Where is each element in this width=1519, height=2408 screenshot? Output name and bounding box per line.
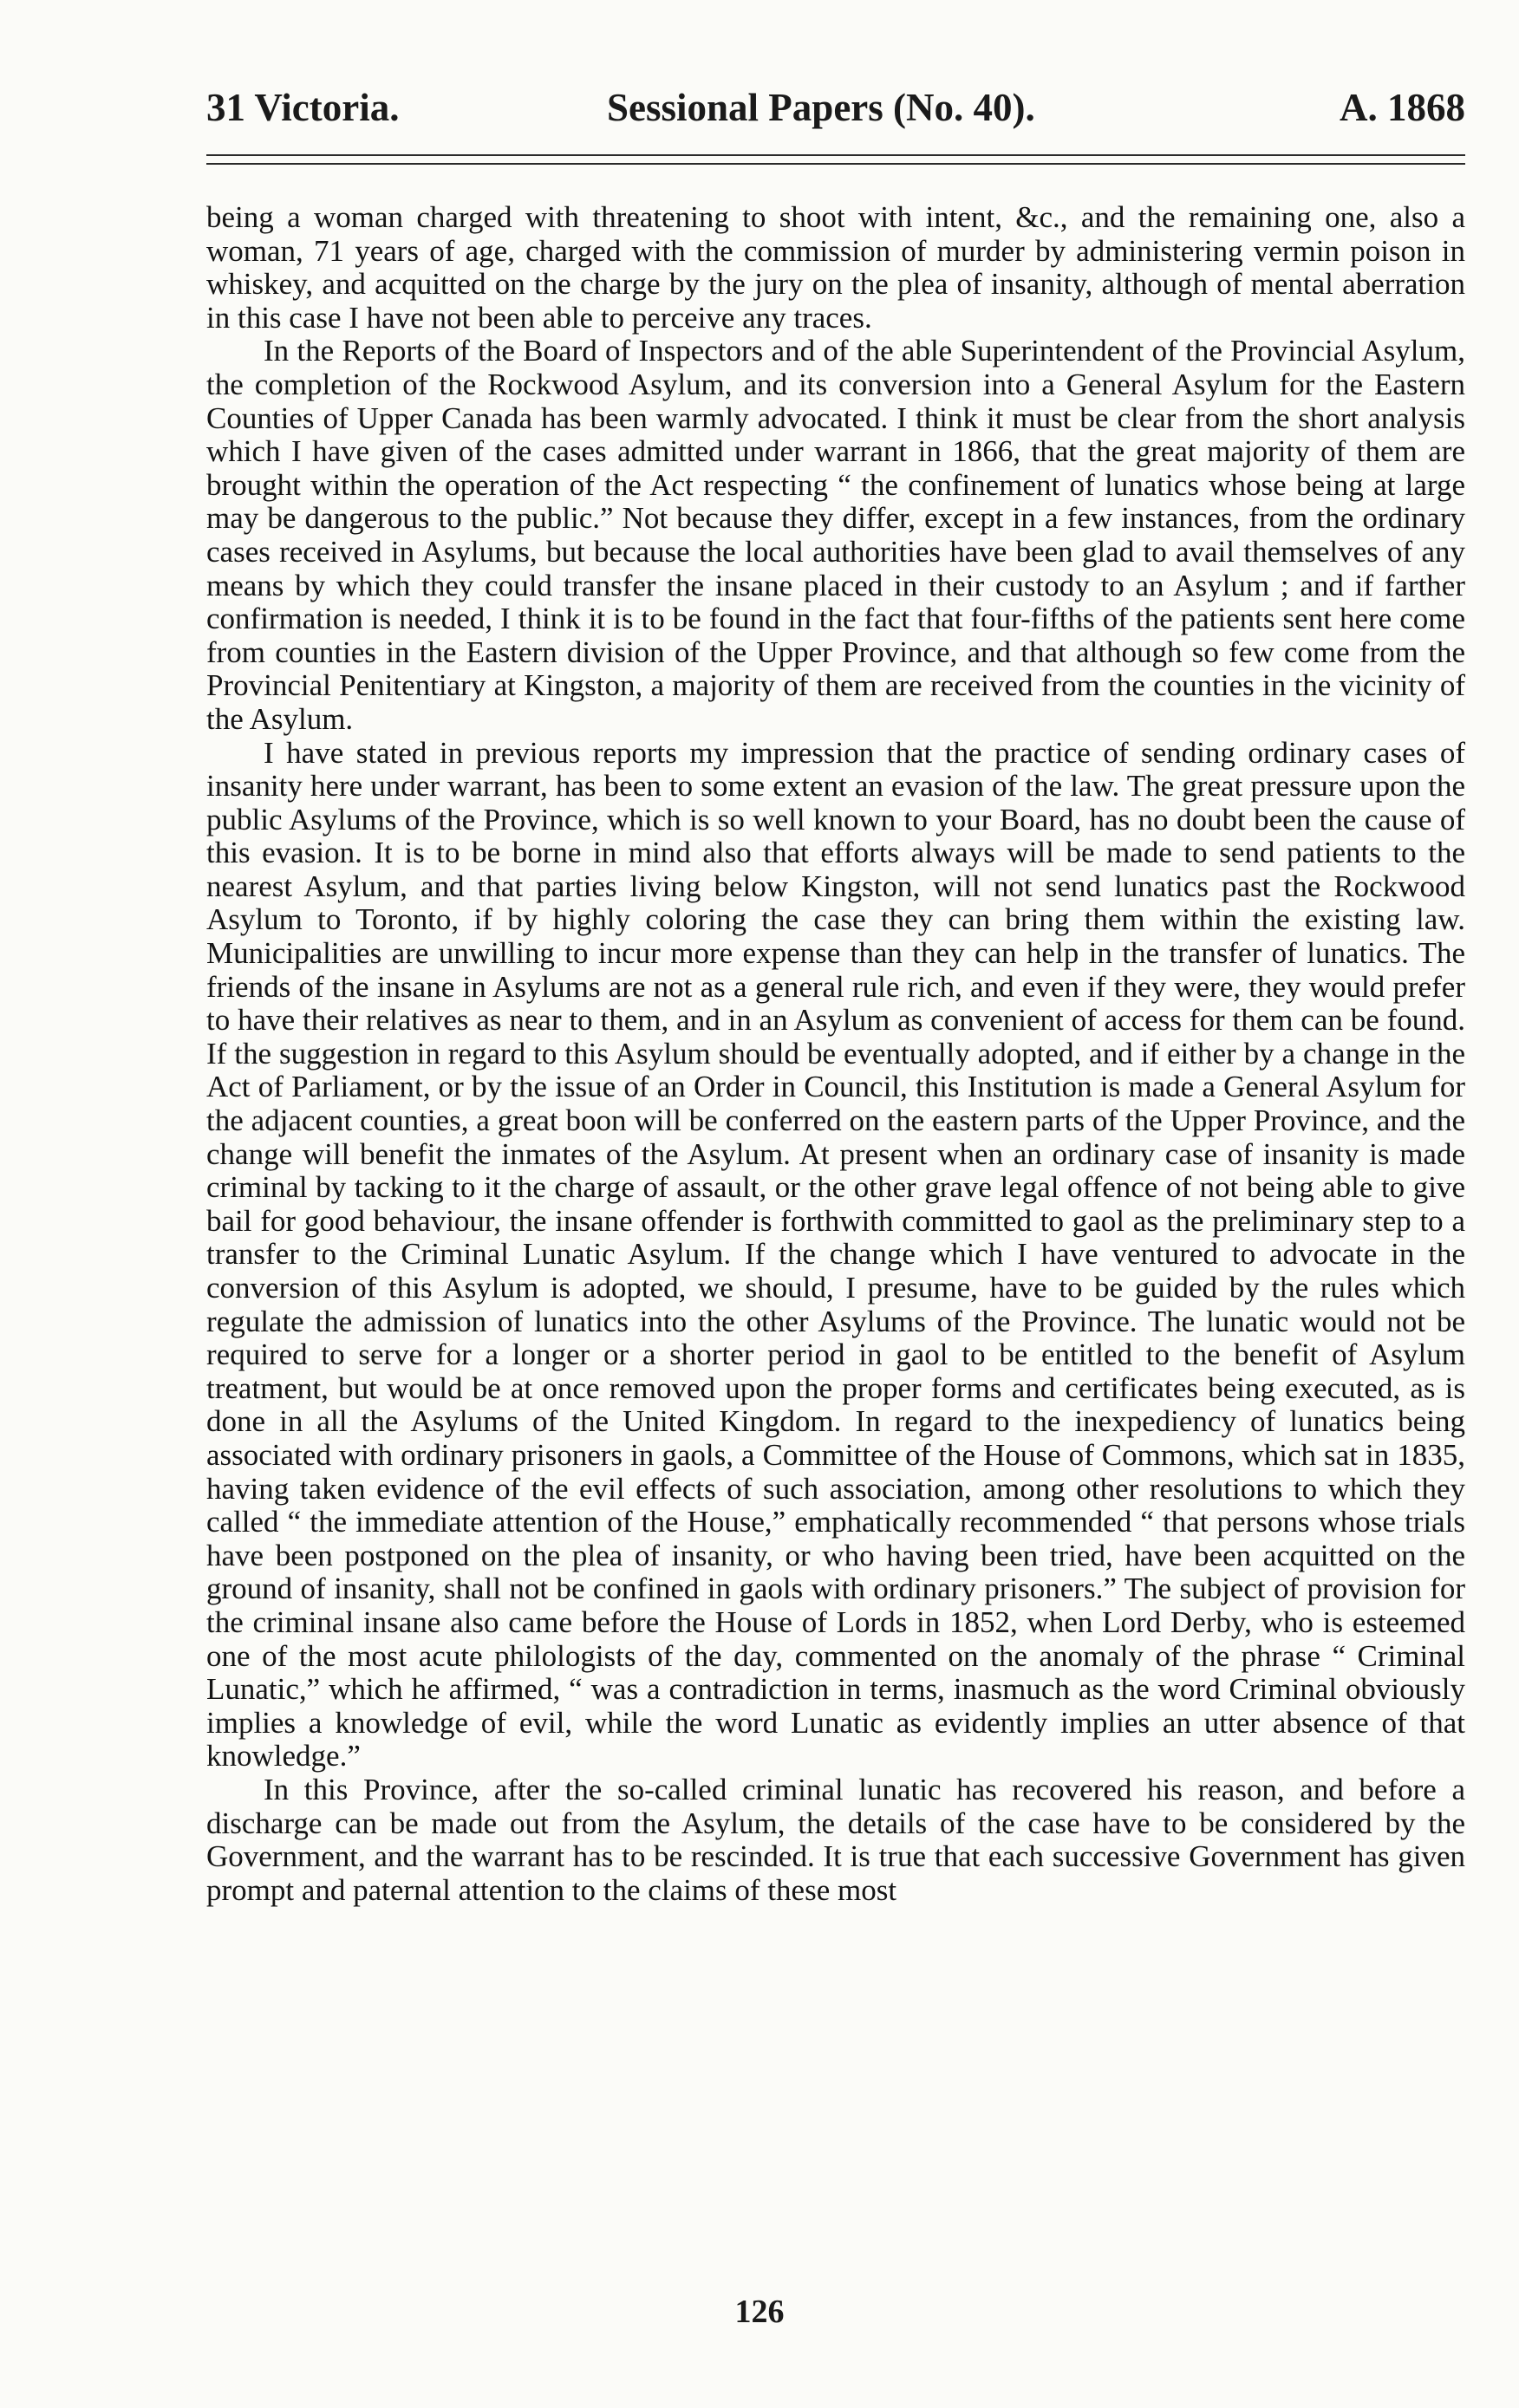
body-text (206, 201, 1465, 1907)
paragraph-previous-reports: I have stated in previous reports my impression that the practice of sending ordinary cases of insanity here under warrant, has been to some extent an evasion of the law. The great pressure upon the public Asylums of the Province, which is so well known to your Board, has no doubt been the cause of this evasion. It is to be borne in mind also that efforts always will be made to send patients to the nearest Asylum, and that parties living below Kingston, will not send lunatics past the Rockwood Asylum to Toronto, if by highly coloring the case they can bring them within the existing law. Municipalities are unwilling to incur more expense than they can help in the transfer of lunatics. The friends of the insane in Asylums are not as a general rule rich, and even if they were, they would prefer to have their relatives as near to them, and in an Asylum as convenient of access for them can be found. If the suggestion in regard to this Asylum should be eventually adopted, and if either by a change in the Act of Parliament, or by the issue of an Order in Council, this Institution is made a General Asylum for the adjacent counties, a great boon will be conferred on the eastern parts of the Upper Province, and the change will benefit the inmates of the Asylum. At present when an ordinary case of insanity is made criminal by tacking to it the charge of assault, or the other grave legal offence of not being able to give bail for good behaviour, the insane offender is forthwith committed to gaol as the preliminary step to a transfer to the Criminal Lunatic Asylum. If the change which I have ventured to advocate in the conversion of this Asylum is adopted, we should, I presume, have to be guided by the rules which regulate the admission of lunatics into the other Asylums of the Province. The lunatic would not be required to serve for a longer or a shorter period in gaol to be entitled to the benefit of Asylum treatment, but would be at once removed upon the proper forms and certificates being executed, as is done in all the Asylums of the United Kingdom. In regard to the inexpediency of lunatics being associated with ordinary prisoners in gaols, a Committee of the House of Commons, which sat in 1835, having taken evidence of the evil effects of such association, among other resolutions to which they called “ the immediate attention of the House,” emphatically recommended “ that persons whose trials have been postponed on the plea of insanity, or who having been tried, have been acquitted on the ground of insanity, shall not be confined in gaols with ordinary prisoners.” The subject of provision for the criminal insane also came before the House of Lords in 1852, when Lord Derby, who is esteemed one of the most acute philologists of the day, commented on the anomaly of the phrase “ Criminal Lunatic,” which he affirmed, “ was a contradiction in terms, inasmuch as the word Criminal obviously implies a knowledge of evil, while the word Lunatic as evidently implies an utter absence of that knowledge.” (206, 735, 1465, 1773)
header-year: A. 1868 (1340, 86, 1465, 129)
header-session: 31 Victoria. (206, 86, 400, 129)
header-title: Sessional Papers (No. 40). (607, 86, 1035, 129)
paragraph-continued: being a woman charged with threatening to shoot with intent, &c., and the remaining one, also a woman, 71 years of age, charged with the commission of murder by administering vermin poison in whiskey, and acquitted on the charge by the jury on the plea of insanity, although of mental aberration in this case I have not been able to perceive any traces. (206, 200, 1465, 335)
paragraph-reports: In the Reports of the Board of Inspectors and of the able Superintendent of the Provincial Asylum, the completion of the Rockwood Asylum, and its conversion into a General Asylum for the Eastern Counties of Upper Canada has been warmly advocated. I think it must be clear from the short analysis which I have given of the cases admitted under warrant in 1866, that the great majority of them are brought within the operation of the Act respecting “ the confinement of lunatics whose being at large may be dangerous to the public.” Not because they differ, except in a few instances, from the ordinary cases received in Asylums, but because the local authorities have been glad to avail themselves of any means by which they could transfer the insane placed in their custody to an Asylum ; and if farther confirmation is needed, I think it is to be found in the fact that four-fifths of the patients sent here come from counties in the Eastern division of the Upper Province, and that although so few come from the Provincial Penitentiary at Kingston, a majority of them are received from the counties in the vicinity of the Asylum. (206, 334, 1465, 736)
running-header (206, 85, 1465, 137)
paragraph-province: In this Province, after the so-called criminal lunatic has recovered his reason, and before a discharge can be made out from the Asylum, the details of the case have to be considered by the Government, and the warrant has to be rescinded. It is true that each successive Government has given prompt and paternal attention to the claims of these most (206, 1772, 1465, 1907)
page-number: 126 (734, 2294, 785, 2330)
header-rule-top (206, 154, 1465, 156)
header-rule-bottom (206, 163, 1465, 165)
